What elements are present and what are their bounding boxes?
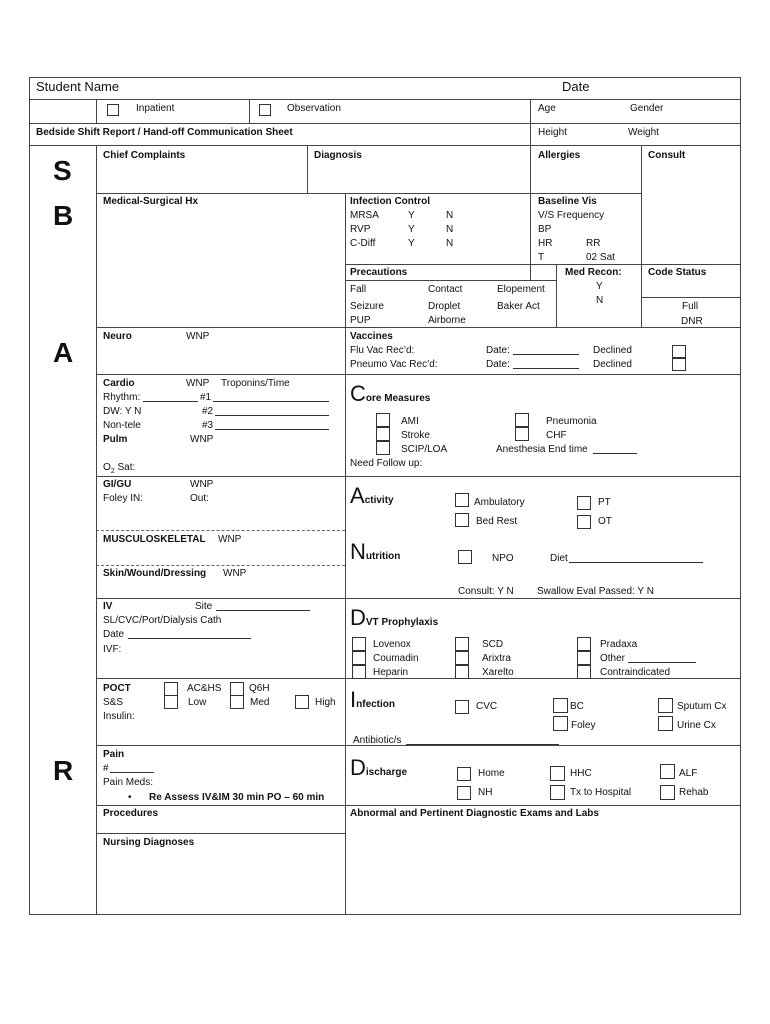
- scd-label: SCD: [482, 639, 504, 650]
- line: [96, 598, 741, 599]
- sbar-letter-a: A: [53, 337, 74, 368]
- coumadin-label: Coumadin: [373, 653, 419, 664]
- anesthesia-label: Anesthesia End time: [496, 444, 588, 455]
- pain-score-blank[interactable]: [110, 763, 154, 773]
- sbar-letter-s: S: [53, 155, 72, 186]
- nutrition-big-letter: N: [350, 539, 366, 564]
- high-checkbox[interactable]: [295, 695, 309, 709]
- discharge-rest: ischarge: [365, 767, 408, 778]
- bp-label: BP: [538, 224, 552, 235]
- alf-checkbox[interactable]: [660, 764, 675, 779]
- infection-control-label: Infection Control: [350, 196, 430, 207]
- form-title: Bedside Shift Report / Hand-off Communication Sheet: [36, 127, 293, 138]
- stroke-checkbox[interactable]: [376, 427, 390, 441]
- musculoskeletal-label: MUSCULOSKELETAL: [103, 534, 206, 545]
- rvp-y: Y: [408, 224, 415, 235]
- full-code-label: Full: [682, 301, 699, 312]
- inpatient-label: Inpatient: [136, 103, 175, 114]
- ami-label: AMI: [401, 416, 419, 427]
- date-label: Date: [562, 79, 590, 94]
- skin-wnp: WNP: [223, 568, 247, 579]
- hr-label: HR: [538, 238, 553, 249]
- cdiff-y: Y: [408, 238, 415, 249]
- skin-wound-label: Skin/Wound/Dressing: [103, 568, 207, 579]
- line: [641, 145, 642, 264]
- infection-rest: nfection: [356, 699, 396, 710]
- lovenox-checkbox[interactable]: [352, 637, 366, 651]
- elopement-label: Elopement: [497, 284, 545, 295]
- diet-blank[interactable]: [569, 553, 703, 563]
- troponin-2-blank[interactable]: [215, 406, 329, 416]
- high-label: High: [315, 697, 336, 708]
- sbar-letter-b: B: [53, 200, 74, 231]
- activity-heading: [350, 483, 394, 511]
- mrsa-label: MRSA: [350, 210, 379, 221]
- o2-subscript: 2: [110, 468, 115, 475]
- baker-act-label: Baker Act: [497, 301, 540, 312]
- line: [96, 374, 741, 375]
- observation-checkbox[interactable]: [259, 104, 271, 116]
- insulin-label: Insulin:: [103, 711, 135, 722]
- contraindicated-checkbox[interactable]: [577, 665, 591, 679]
- low-checkbox[interactable]: [164, 695, 178, 709]
- pneumo-declined-checkbox[interactable]: [672, 358, 686, 371]
- msk-wnp: WNP: [218, 534, 242, 545]
- flu-date-blank[interactable]: [513, 345, 579, 355]
- infection-heading: [350, 687, 396, 715]
- other-checkbox[interactable]: [577, 651, 591, 665]
- line: [641, 297, 741, 298]
- rehab-label: Rehab: [679, 787, 709, 798]
- iv-date-blank[interactable]: [128, 629, 251, 639]
- rvp-label: RVP: [350, 224, 371, 235]
- chf-checkbox[interactable]: [515, 427, 529, 441]
- med-label: Med: [250, 697, 270, 708]
- vaccines-label: Vaccines: [350, 331, 393, 342]
- inpatient-checkbox[interactable]: [107, 104, 119, 116]
- activity-rest: ctivity: [364, 495, 394, 506]
- arixtra-label: Arixtra: [482, 653, 511, 664]
- chief-complaints-label: Chief Complaints: [103, 150, 186, 161]
- line: [96, 145, 97, 915]
- sbar-letter-r: R: [53, 755, 74, 786]
- cvc-checkbox[interactable]: [455, 700, 469, 714]
- xarelto-label: Xarelto: [482, 667, 514, 678]
- pup-label: PUP: [350, 315, 371, 326]
- cdiff-n: N: [446, 238, 454, 249]
- troponin-3-label: #3: [202, 420, 214, 431]
- line: [96, 327, 741, 328]
- code-status-label: Code Status: [648, 267, 707, 278]
- iv-date-label: Date: [103, 629, 125, 640]
- o2-tail: Sat:: [114, 462, 136, 473]
- student-name-label: Student Name: [36, 79, 120, 94]
- other-label: Other: [600, 653, 626, 664]
- consult-label: Consult: [648, 150, 686, 161]
- nursing-diagnoses-label: Nursing Diagnoses: [103, 837, 195, 848]
- contraindicated-label: Contraindicated: [600, 667, 671, 678]
- activity-big-letter: A: [350, 483, 365, 508]
- foley-in-label: Foley IN:: [103, 493, 144, 504]
- gender-label: Gender: [630, 103, 664, 114]
- line: [556, 264, 557, 327]
- bc-label: BC: [570, 701, 584, 712]
- line: [96, 99, 97, 123]
- line: [29, 77, 30, 915]
- bed-rest-label: Bed Rest: [476, 516, 518, 527]
- nutrition-heading: [350, 539, 401, 567]
- low-label: Low: [188, 697, 207, 708]
- pain-score-label: #: [103, 763, 109, 774]
- ambulatory-label: Ambulatory: [474, 497, 525, 508]
- seizure-label: Seizure: [350, 301, 384, 312]
- flu-declined-label: Declined: [593, 345, 632, 356]
- tx-hospital-checkbox[interactable]: [550, 785, 565, 800]
- cdiff-label: C-Diff: [350, 238, 376, 249]
- foley-checkbox[interactable]: [553, 716, 568, 731]
- troponin-3-blank[interactable]: [215, 420, 329, 430]
- ss-label: S&S: [103, 697, 124, 708]
- flu-date-label: Date:: [486, 345, 510, 356]
- core-measures-heading: [350, 381, 431, 409]
- q6h-label: Q6H: [249, 683, 270, 694]
- med-recon-n: N: [596, 295, 604, 306]
- neuro-wnp: WNP: [186, 331, 210, 342]
- hhc-label: HHC: [570, 768, 592, 779]
- sputum-cx-label: Sputum Cx: [677, 701, 727, 712]
- pneumo-date-label: Date:: [486, 359, 510, 370]
- core-big-letter: C: [350, 381, 366, 406]
- line: [345, 264, 741, 265]
- reassess-text: Re Assess IV&IM 30 min PO – 60 min: [149, 792, 325, 803]
- t-label: T: [538, 252, 545, 263]
- antibiotic-blank[interactable]: [406, 735, 559, 745]
- stroke-label: Stroke: [401, 430, 430, 441]
- airborne-label: Airborne: [428, 315, 466, 326]
- iv-site-blank[interactable]: [216, 601, 310, 611]
- troponins-label: Troponins/Time: [221, 378, 290, 389]
- o2-sat-label: 02 Sat: [586, 252, 615, 263]
- hhc-checkbox[interactable]: [550, 766, 565, 781]
- swallow-eval-label: Swallow Eval Passed: Y N: [537, 586, 654, 597]
- baseline-vis-label: Baseline Vis: [538, 196, 597, 207]
- ot-label: OT: [598, 516, 612, 527]
- nh-checkbox[interactable]: [457, 786, 471, 800]
- troponin-1-label: #1: [200, 392, 212, 403]
- poct-label: POCT: [103, 683, 131, 694]
- nontele-label: Non-tele: [103, 420, 141, 431]
- anesthesia-blank[interactable]: [593, 444, 637, 454]
- cvc-label: CVC: [476, 701, 498, 712]
- pulm-wnp: WNP: [190, 434, 214, 445]
- allergies-label: Allergies: [538, 150, 581, 161]
- pain-label: Pain: [103, 749, 125, 760]
- npo-checkbox[interactable]: [458, 550, 472, 564]
- droplet-label: Droplet: [428, 301, 461, 312]
- urine-cx-label: Urine Cx: [677, 720, 716, 731]
- ami-checkbox[interactable]: [376, 413, 390, 427]
- dvt-heading: [350, 605, 439, 633]
- achs-checkbox[interactable]: [164, 682, 178, 696]
- dvt-rest: VT Prophylaxis: [365, 617, 439, 628]
- line: [530, 193, 641, 194]
- gigu-wnp: WNP: [190, 479, 214, 490]
- line: [96, 476, 741, 477]
- alf-label: ALF: [679, 768, 698, 779]
- line: [345, 280, 556, 281]
- med-surg-hx-label: Medical-Surgical Hx: [103, 196, 199, 207]
- pain-meds-label: Pain Meds:: [103, 777, 154, 788]
- dashed-line: [96, 565, 345, 567]
- pneumo-declined-label: Declined: [593, 359, 632, 370]
- scd-checkbox[interactable]: [455, 637, 469, 651]
- need-follow-up-label: Need Follow up:: [350, 458, 423, 469]
- discharge-heading: [350, 755, 408, 783]
- line: [96, 193, 530, 194]
- cardio-label: Cardio: [103, 378, 135, 389]
- o2-sat-resp-label: [103, 462, 135, 478]
- ivf-label: IVF:: [103, 644, 122, 655]
- core-rest: ore Measures: [365, 393, 431, 404]
- procedures-label: Procedures: [103, 808, 159, 819]
- diet-label: Diet: [550, 553, 568, 564]
- achs-label: AC&HS: [187, 683, 222, 694]
- line: [249, 99, 250, 123]
- ot-checkbox[interactable]: [577, 515, 591, 529]
- gigu-label: GI/GU: [103, 479, 132, 490]
- flu-declined-checkbox[interactable]: [672, 345, 686, 358]
- line: [29, 99, 741, 100]
- dnr-label: DNR: [681, 316, 703, 327]
- sputum-cx-checkbox[interactable]: [658, 698, 673, 713]
- nutrition-rest: utrition: [365, 551, 401, 562]
- infection-big-letter: I: [350, 687, 357, 712]
- arixtra-checkbox[interactable]: [455, 651, 469, 665]
- ambulatory-checkbox[interactable]: [455, 493, 469, 507]
- dashed-line: [96, 530, 345, 532]
- nutrition-consult-label: Consult: Y N: [458, 586, 514, 597]
- line: [29, 123, 741, 124]
- line: [307, 145, 308, 193]
- line: [641, 264, 642, 327]
- npo-label: NPO: [492, 553, 514, 564]
- chf-label: CHF: [546, 430, 567, 441]
- iv-access-label: SL/CVC/Port/Dialysis Cath: [103, 615, 222, 626]
- height-label: Height: [538, 127, 567, 138]
- iv-label: IV: [103, 601, 113, 612]
- rr-label: RR: [586, 238, 601, 249]
- pradaxa-checkbox[interactable]: [577, 637, 591, 651]
- antibiotic-label: Antibiotic/s: [353, 735, 402, 746]
- dvt-big-letter: D: [350, 605, 366, 630]
- q6h-checkbox[interactable]: [230, 682, 244, 696]
- line: [29, 145, 741, 146]
- pt-label: PT: [598, 497, 611, 508]
- bc-checkbox[interactable]: [553, 698, 568, 713]
- bed-rest-checkbox[interactable]: [455, 513, 469, 527]
- weight-label: Weight: [628, 127, 659, 138]
- pradaxa-label: Pradaxa: [600, 639, 638, 650]
- line: [96, 805, 741, 806]
- line: [530, 145, 531, 281]
- line: [96, 745, 741, 746]
- home-label: Home: [478, 768, 505, 779]
- line: [29, 77, 741, 78]
- pneumonia-checkbox[interactable]: [515, 413, 529, 427]
- dw-label: DW: Y N: [103, 406, 142, 417]
- pt-checkbox[interactable]: [577, 496, 591, 510]
- other-blank[interactable]: [628, 653, 696, 663]
- foley-out-label: Out:: [190, 493, 209, 504]
- mrsa-y: Y: [408, 210, 415, 221]
- cardio-wnp: WNP: [186, 378, 210, 389]
- pneumo-date-blank[interactable]: [513, 359, 579, 369]
- med-recon-y: Y: [596, 281, 603, 292]
- contact-label: Contact: [428, 284, 463, 295]
- rhythm-blank[interactable]: [143, 392, 198, 402]
- line: [29, 914, 741, 915]
- lovenox-label: Lovenox: [373, 639, 411, 650]
- nh-label: NH: [478, 787, 493, 798]
- line: [96, 833, 345, 834]
- med-recon-label: Med Recon:: [565, 267, 622, 278]
- age-label: Age: [538, 103, 556, 114]
- scip-label: SCIP/LOA: [401, 444, 448, 455]
- troponin-2-label: #2: [202, 406, 214, 417]
- pulm-label: Pulm: [103, 434, 128, 445]
- coumadin-checkbox[interactable]: [352, 651, 366, 665]
- heparin-label: Heparin: [373, 667, 409, 678]
- vs-frequency-label: V/S Frequency: [538, 210, 605, 221]
- mrsa-n: N: [446, 210, 454, 221]
- flu-vac-label: Flu Vac Rec’d:: [350, 345, 415, 356]
- foley-inf-label: Foley: [571, 720, 596, 731]
- o2-text: O: [103, 462, 111, 473]
- observation-label: Observation: [287, 103, 341, 114]
- rehab-checkbox[interactable]: [660, 785, 675, 800]
- abnormal-exams-label: Abnormal and Pertinent Diagnostic Exams and Labs: [350, 808, 599, 819]
- troponin-1-blank[interactable]: [213, 392, 329, 402]
- neuro-label: Neuro: [103, 331, 132, 342]
- line: [530, 99, 531, 145]
- diagnosis-label: Diagnosis: [314, 150, 362, 161]
- xarelto-checkbox[interactable]: [455, 665, 469, 679]
- heparin-checkbox[interactable]: [352, 665, 366, 679]
- line: [345, 193, 346, 915]
- fall-label: Fall: [350, 284, 367, 295]
- home-checkbox[interactable]: [457, 767, 471, 781]
- iv-site-label: Site: [195, 601, 213, 612]
- discharge-big-letter: D: [350, 755, 366, 780]
- pneumo-vac-label: Pneumo Vac Rec’d:: [350, 359, 438, 370]
- tx-hospital-label: Tx to Hospital: [570, 787, 632, 798]
- med-checkbox[interactable]: [230, 695, 244, 709]
- rvp-n: N: [446, 224, 454, 235]
- rhythm-label: Rhythm:: [103, 392, 141, 403]
- line: [740, 77, 741, 915]
- pneumonia-label: Pneumonia: [546, 416, 597, 427]
- urine-cx-checkbox[interactable]: [658, 716, 673, 731]
- scip-checkbox[interactable]: [376, 441, 390, 455]
- precautions-label: Precautions: [350, 267, 408, 278]
- reassess-bullet: •: [128, 792, 132, 803]
